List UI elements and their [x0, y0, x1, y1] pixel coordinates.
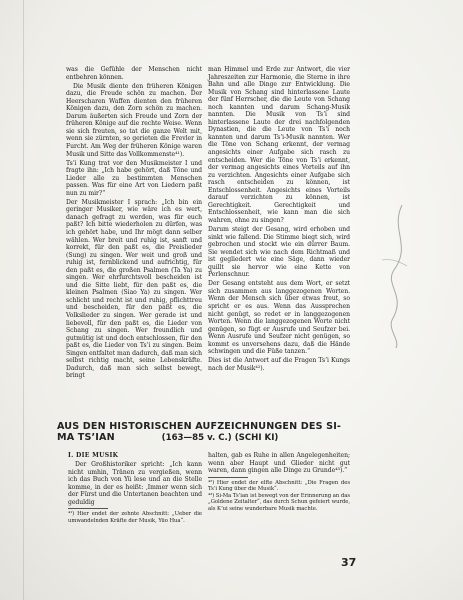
- paragraph: Der Gesang entsteht aus dem Wort, er setzt sich zusammen aus langgezogenen Worten. Wenn der Mensch sich über etwas freut, so spricht er es aus. Wenn das Aussprechen nicht genügt, so redet er in langgezogenen Worten. Wenn die langgezogenen Worte nicht genügen, so fügt er Ausrufe und Seufzer bei. Wenn Ausrufe und Seufzer nicht genügen, so kommt es unversehens dazu, daß die Hände schwingen und die Füße tanzen.“: [208, 280, 350, 356]
- scan-edge-line: [23, 0, 24, 600]
- footnote-rule: [68, 508, 108, 509]
- footnotes-left: [68, 511, 202, 524]
- paragraph: Der Musikmeister I sprach: „Ich bin ein geringer Musiker, wie wäre ich es wert, danach gefragt zu werden, was für euch paßt? Ich bitte wiederholen zu dürfen, was ich gehört habe, und Ihr mögt dann selber wählen. Wer breit und ruhig ist, sanft und korrekt, für den paßt es, die Preislieder (Sung) zu singen. Wer weit und groß und ruhig ist, fernblickend und aufrichtig, für den paßt es, die großen Psalmen (Ta Ya) zu singen. Wer ehrfurchtsvoll bescheiden ist und die Sitte liebt, für den paßt es, die kleinen Psalmen (Siao Ya) zu singen. Wer schlicht und recht ist und ruhig, pflichttreu und bescheiden, für den paßt es, die Volkslieder zu singen. Wer gerade ist und liebevoll, für den paßt es, die Lieder von Schang zu singen. Wer freundlich und gutmütig ist und doch entschlossen, für den paßt es, die Lieder von Tsʼi zu singen. Beim Singen entfaltet man dadurch, daß man sich selbst richtig macht, seine Lebenskräfte. Dadurch, daß man sich selbst bewegt, bringt: [66, 198, 202, 380]
- chapter-subheading: (163—85 v. C.) (SCHI KI): [161, 433, 279, 443]
- section-paragraph-continued: halten, gab es Ruhe in allen Angelegenheiten; wenn aber Haupt und Glieder nicht gut waren, dann gingen alle Dinge zu Grunde⁴³).“: [208, 452, 350, 475]
- paragraph: Dies ist die Antwort auf die Fragen Tsʼi Kungs nach der Musik⁴²).: [208, 357, 350, 372]
- page-number: 37: [341, 556, 357, 569]
- footnote-rule: [208, 477, 248, 478]
- pencil-scribble-icon: [372, 200, 422, 350]
- chapter-heading: AUS DEN HISTORISCHEN AUFZEICHNUNGEN DES SI-MA TSʼIAN: [57, 421, 342, 443]
- bottom-left-column: [68, 452, 202, 524]
- paragraph: man Himmel und Erde zur Antwort, die vier Jahreszeiten zur Harmonie, die Sterne in ihre Bahn und alle Dinge zur Entwicklung. Die Musik von Schang sind hinterlassene Laute der fünf Herrscher, die die Leute von Schang noch kannten und darum Schang-Musik nannten. Die Musik von Tsʼi sind hinterlassene Laute der drei nachfolgenden Dynastien, die die Leute von Tsʼi noch kannten und darum Tsʼi-Musik nannten. Wer die Töne von Schang erkennt, der vermag angesichts einer Aufgabe sich rasch zu entscheiden. Wer die Töne von Tsʼi erkennt, der vermag angesichts eines Vorteils auf ihn zu verzichten. Angesichts einer Aufgabe sich rasch entscheiden zu können, ist Entschlossenheit. Angesichts eines Vorteils darauf verzichten zu können, ist Gerechtigkeit. Gerechtigkeit und Entschlossenheit, wie kann man die sich wahren, ohne zu singen?: [208, 66, 350, 224]
- paragraph: was die Gefühle der Menschen nicht entbehren können.: [66, 66, 202, 81]
- bottom-right-column: [208, 452, 350, 512]
- paragraph: Darum steigt der Gesang, wird erhoben und sinkt wie fallend. Die Stimme biegt sich, wird gebrochen und stockt wie ein dürrer Baum. Sie wendet sich wie nach dem Richtmaß und ist gegliedert wie eine Säge, dann wieder quillt sie hervor wie eine Kette von Perlenschnur.: [208, 225, 350, 279]
- left-text-column: [66, 66, 202, 381]
- footnotes-right: [208, 480, 350, 513]
- footnote: ⁴³) Si-Ma Tsʼian ist bewegt von der Erinnerung an das „Goldene Zeitalter“, das durch Schun gefeiert wurde, als Kʼui seine wunderbare Musik machte.: [208, 492, 350, 512]
- paragraph: Tsʼi Kung trat vor den Musikmeister I und fragte ihn: „Ich habe gehört, daß Töne und Lieder alle zu bestimmten Menschen passen. Was für eine Art von Liedern paßt nun zu mir?“: [66, 159, 202, 197]
- footnote: ⁴¹) Hier endet der zehnte Abschnitt: „Ueber die umwandelnden Kräfte der Musik, Yüo Hua“.: [68, 511, 202, 524]
- section-paragraph: Der Großhistoriker spricht: „Ich kann nicht umhin, Tränen zu vergießen, wenn ich das Buch von Yü lese und an die Stelle komme, in der es heißt: ‚Immer wenn sich der Fürst und die Untertanen beachten und geduldig: [68, 461, 202, 506]
- section-title: I. DIE MUSIK: [68, 452, 119, 459]
- right-text-column: [208, 66, 350, 374]
- footnote: ⁴²) Hier endet der elfte Abschnitt: „Die Fragen des Tsʼi Kung über die Musik“.: [208, 479, 350, 493]
- paragraph: Die Musik diente den früheren Königen dazu, die Freude schön zu machen. Der Heerscharen Waffen dienten den früheren Königen dazu, den Zorn schön zu machen. Darum äußerten sich Freude und Zorn der früheren Könige auf die rechte Weise. Wenn sie sich freuten, so tat die ganze Welt mit, wenn sie zürnten, so gerieten die Frevler in Furcht. Am Weg der früheren Könige waren Musik und Sitte das Vollkommenste⁴¹).: [66, 82, 202, 158]
